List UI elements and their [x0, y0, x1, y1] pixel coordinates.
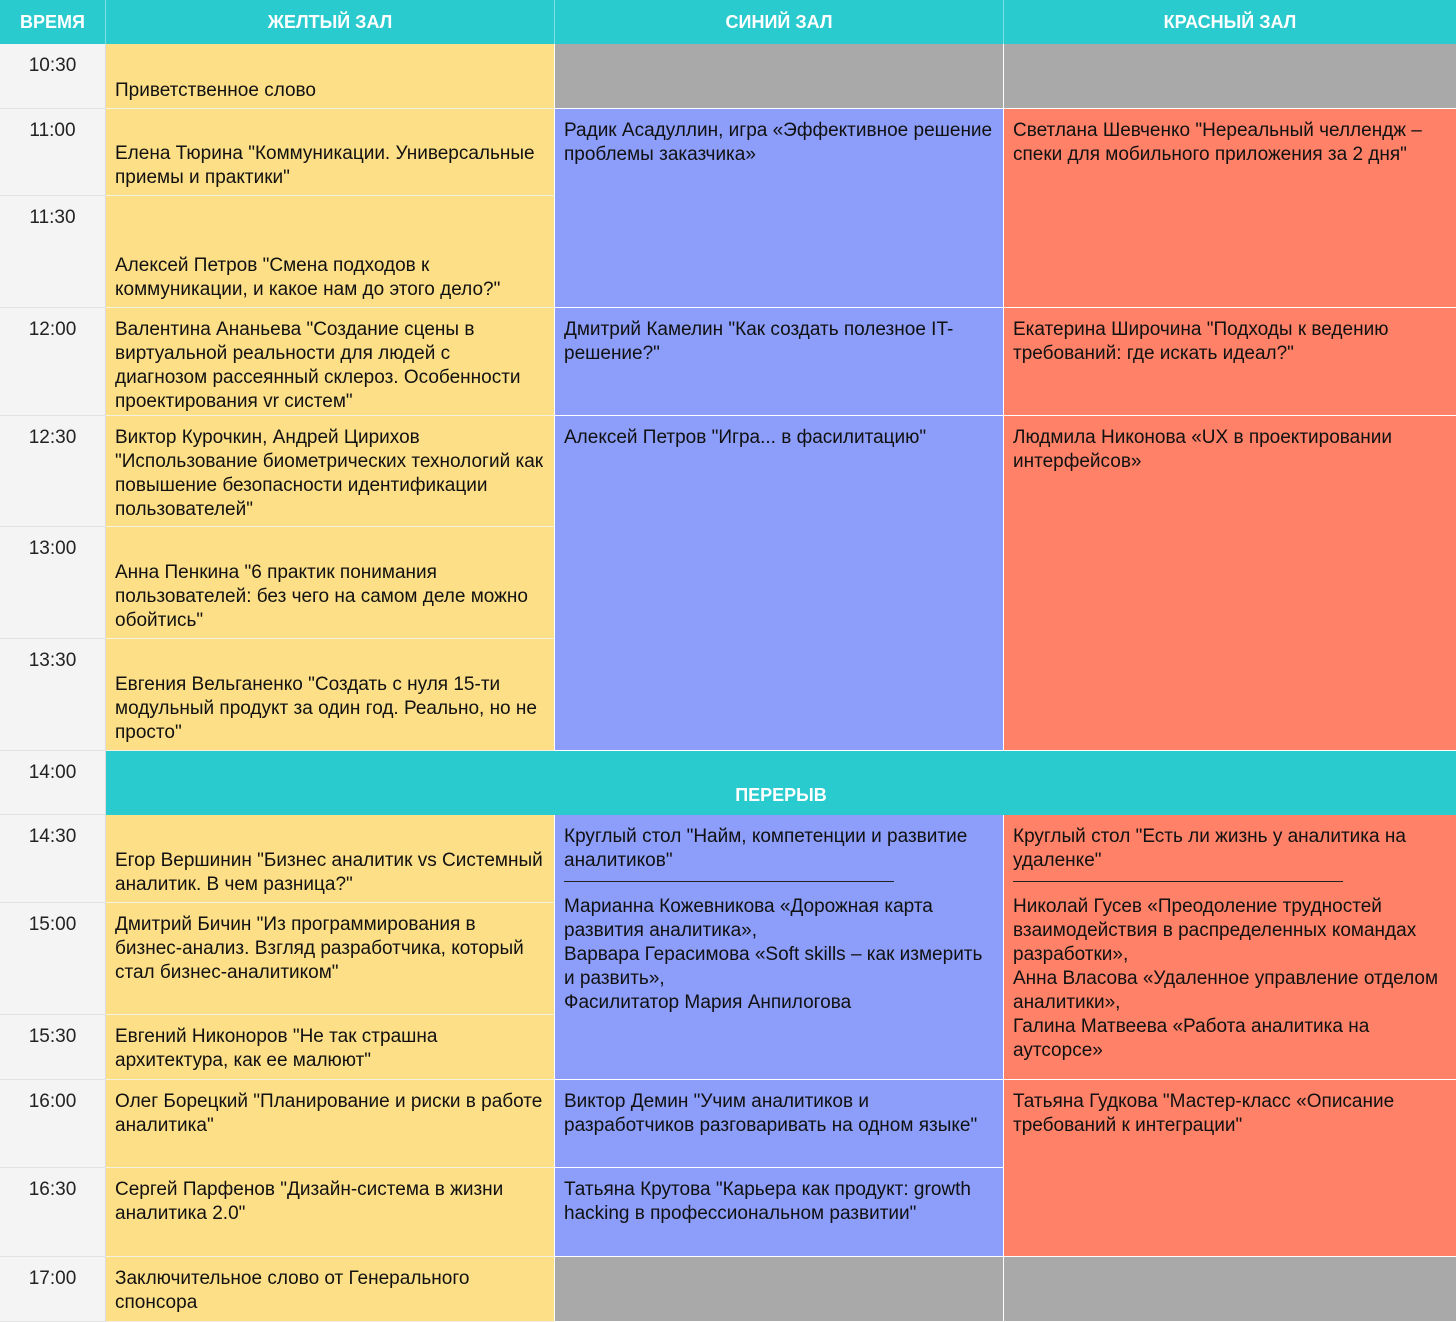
blue-session-1230	[555, 416, 1004, 751]
red-session-1230	[1004, 416, 1456, 751]
yellow-session-1300	[106, 527, 555, 639]
red-session-1600	[1004, 1080, 1456, 1257]
yellow-session-1600	[106, 1080, 555, 1168]
blue-empty-slot	[555, 1257, 1004, 1322]
session-text: Светлана Шевченко "Нереальный челлендж – спеки для мобильного приложения за 2 дня"	[1013, 120, 1422, 165]
time-slot: 13:00	[0, 527, 106, 639]
time-slot: 14:00	[0, 751, 106, 815]
time-slot: 16:30	[0, 1168, 106, 1257]
time-slot: 14:30	[0, 815, 106, 903]
session-text: Анна Пенкина "6 практик понимания пользователей: без чего на самом деле можно обойтись"	[115, 562, 528, 631]
blue-empty-slot	[555, 44, 1004, 109]
time-slot: 13:30	[0, 639, 106, 751]
separator-line	[1013, 881, 1343, 882]
yellow-session-1700	[106, 1257, 555, 1322]
time-slot: 11:30	[0, 196, 106, 308]
session-text: Радик Асадуллин, игра «Эффективное решение проблемы заказчика»	[564, 120, 993, 165]
break-banner	[106, 751, 1456, 815]
time-slot: 11:00	[0, 109, 106, 196]
time-slot: 16:00	[0, 1080, 106, 1168]
session-text: Сергей Парфенов "Дизайн-система в жизни аналитика 2.0"	[115, 1179, 504, 1224]
yellow-session-1330	[106, 639, 555, 751]
session-text: Олег Борецкий "Планирование и риски в работе аналитика"	[115, 1091, 543, 1136]
session-text: Алексей Петров "Игра... в фасилитацию"	[564, 427, 927, 448]
roundtable-title: Круглый стол "Найм, компетенции и развитие аналитиков"	[564, 826, 968, 871]
session-text: Дмитрий Камелин "Как создать полезное IT-решение?"	[564, 319, 954, 364]
yellow-session-1100	[106, 109, 555, 196]
session-text: Людмила Никонова «UX в проектировании интерфейсов»	[1013, 427, 1392, 472]
blue-roundtable-1430	[555, 815, 1004, 1080]
session-text: Татьяна Крутова "Карьера как продукт: growth hacking в профессиональном развитии"	[564, 1179, 971, 1224]
yellow-session-1030	[106, 44, 555, 109]
red-empty-slot	[1004, 44, 1456, 109]
header-red-hall: КРАСНЫЙ ЗАЛ	[1004, 0, 1456, 44]
red-session-1100	[1004, 109, 1456, 308]
break-label: ПЕРЕРЫВ	[735, 785, 827, 805]
session-text: Екатерина Широчина "Подходы к ведению требований: где искать идеал?"	[1013, 319, 1389, 364]
session-text: Виктор Демин "Учим аналитиков и разработчиков разговаривать на одном языке"	[564, 1091, 978, 1136]
yellow-session-1230	[106, 416, 555, 527]
yellow-session-1200	[106, 308, 555, 416]
header-yellow-hall: ЖЕЛТЫЙ ЗАЛ	[106, 0, 555, 44]
time-slot: 10:30	[0, 44, 106, 109]
header-blue-hall: СИНИЙ ЗАЛ	[555, 0, 1004, 44]
yellow-session-1130	[106, 196, 555, 308]
session-text: Виктор Курочкин, Андрей Цирихов "Использование биометрических технологий как повышение безопасности идентификации пользователей"	[115, 427, 544, 520]
header-time: ВРЕМЯ	[0, 0, 106, 44]
session-text: Елена Тюрина "Коммуникации. Универсальные приемы и практики"	[115, 143, 535, 188]
time-slot: 15:30	[0, 1015, 106, 1080]
blue-session-1630	[555, 1168, 1004, 1257]
red-session-1200	[1004, 308, 1456, 416]
time-slot: 12:30	[0, 416, 106, 527]
time-slot: 17:00	[0, 1257, 106, 1322]
separator-line	[564, 881, 894, 882]
session-text: Дмитрий Бичин "Из программирования в бизнес-анализ. Взгляд разработчика, который стал бизнес-аналитиком"	[115, 914, 524, 983]
session-text: Заключительное слово от Генерального спонсора	[115, 1268, 470, 1313]
session-text: Валентина Ананьева "Создание сцены в виртуальной реальности для людей с диагнозом рассеянный склероз. Особенности проектирования vr систем"	[115, 319, 521, 412]
session-text: Приветственное слово	[115, 80, 317, 101]
session-text: Татьяна Гудкова "Мастер-класс «Описание требований к интеграции"	[1013, 1091, 1395, 1136]
roundtable-moderator: Фасилитатор Мария Анпилогова	[564, 992, 852, 1013]
session-text: Евгения Вельганенко "Создать с нуля 15-ти модульный продукт за один год. Реально, но не просто"	[115, 674, 537, 743]
roundtable-participant: Николай Гусев «Преодоление трудностей взаимодействия в распределенных командах разработки»,	[1013, 896, 1417, 965]
session-text: Алексей Петров "Смена подходов к коммуникации, и какое нам до этого дело?"	[115, 255, 501, 300]
yellow-session-1500	[106, 903, 555, 1015]
blue-session-1200	[555, 308, 1004, 416]
session-text: Егор Вершинин "Бизнес аналитик vs Системный аналитик. В чем разница?"	[115, 850, 543, 895]
blue-session-1100	[555, 109, 1004, 308]
roundtable-participant: Варвара Герасимова «Soft skills – как измерить и развить»,	[564, 944, 983, 989]
time-slot: 12:00	[0, 308, 106, 416]
time-slot: 15:00	[0, 903, 106, 1015]
roundtable-participant: Марианна Кожевникова «Дорожная карта развития аналитика»,	[564, 896, 933, 941]
yellow-session-1630	[106, 1168, 555, 1257]
session-text: Евгений Никоноров "Не так страшна архитектура, как ее малюют"	[115, 1026, 438, 1071]
roundtable-participant: Галина Матвеева «Работа аналитика на аутсорсе»	[1013, 1016, 1370, 1061]
roundtable-participant: Анна Власова «Удаленное управление отделом аналитики»,	[1013, 968, 1439, 1013]
red-empty-slot	[1004, 1257, 1456, 1322]
red-roundtable-1430	[1004, 815, 1456, 1080]
yellow-session-1530	[106, 1015, 555, 1080]
blue-session-1600	[555, 1080, 1004, 1168]
yellow-session-1430	[106, 815, 555, 903]
roundtable-title: Круглый стол "Есть ли жизнь у аналитика на удаленке"	[1013, 826, 1406, 871]
